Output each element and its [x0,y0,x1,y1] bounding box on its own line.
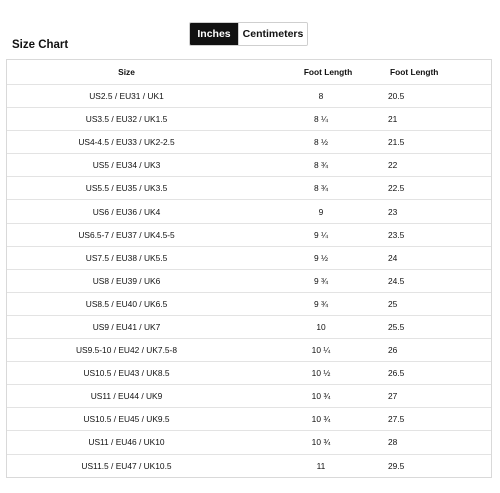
cell-foot-length-cm: 23 [388,206,398,217]
table-row [7,315,491,338]
table-row [7,338,491,361]
cell-foot-length-inches: 10 ¾ [311,391,331,402]
cell-foot-length-cm: 26 [388,345,398,356]
cell-foot-length-cm: 21.5 [388,137,405,148]
unit-toggle [189,22,308,46]
cell-size: US9 / EU41 / UK7 [92,321,161,332]
cell-foot-length-inches: 9 [318,206,324,217]
cell-foot-length-cm: 22.5 [388,183,405,194]
cell-size: US10.5 / EU43 / UK8.5 [83,368,170,379]
cell-foot-length-cm: 25 [388,298,398,309]
cell-foot-length-cm: 24.5 [388,275,405,286]
cell-foot-length-cm: 25.5 [388,321,405,332]
cell-foot-length-inches: 8 ¾ [314,183,328,194]
cell-foot-length-inches: 10 ¾ [311,414,331,425]
table-row [7,292,491,315]
cell-size: US6 / EU36 / UK4 [92,206,161,217]
cell-foot-length-cm: 23.5 [388,229,405,240]
cell-size: US7.5 / EU38 / UK5.5 [85,252,168,263]
inches-button[interactable]: Inches [190,23,238,45]
cell-size: US10.5 / EU45 / UK9.5 [83,414,170,425]
table-row [7,176,491,199]
table-row [7,454,491,477]
cell-foot-length-inches: 10 ¾ [311,437,331,448]
cell-size: US4-4.5 / EU33 / UK2-2.5 [78,137,175,148]
header-foot-length-cm: Foot Length [390,67,439,77]
cell-foot-length-cm: 22 [388,160,398,171]
table-row [7,153,491,176]
cell-foot-length-cm: 21 [388,114,398,125]
cell-foot-length-cm: 24 [388,252,398,263]
table-row [7,407,491,430]
size-table [6,59,492,478]
cell-foot-length-inches: 8 ¼ [314,114,328,125]
table-row [7,84,491,107]
table-row [7,199,491,222]
cell-foot-length-inches: 9 ¾ [314,275,328,286]
cell-size: US8 / EU39 / UK6 [92,275,161,286]
table-row [7,361,491,384]
cell-foot-length-inches: 8 ¾ [314,160,328,171]
cell-foot-length-inches: 9 ½ [314,252,328,263]
cell-size: US11.5 / EU47 / UK10.5 [81,460,172,471]
table-header-row [7,60,491,84]
table-row [7,430,491,453]
cell-foot-length-inches: 10 [316,321,326,332]
cell-foot-length-cm: 28 [388,437,398,448]
table-body [7,84,491,477]
table-row [7,246,491,269]
cell-foot-length-inches: 8 [318,91,324,102]
cell-size: US5.5 / EU35 / UK3.5 [85,183,168,194]
cell-foot-length-inches: 9 ¾ [314,298,328,309]
cell-foot-length-cm: 20.5 [388,91,405,102]
cell-size: US6.5-7 / EU37 / UK4.5-5 [78,229,175,240]
table-row [7,269,491,292]
size-chart-title: Size Chart [12,39,69,51]
cell-foot-length-inches: 10 ¼ [311,345,331,356]
cell-foot-length-inches: 11 [316,460,326,471]
table-row [7,130,491,153]
cell-size: US9.5-10 / EU42 / UK7.5-8 [75,345,177,356]
cell-size: US3.5 / EU32 / UK1.5 [85,114,168,125]
cell-foot-length-inches: 10 ½ [311,368,331,379]
cell-size: US2.5 / EU31 / UK1 [89,91,164,102]
centimeters-button[interactable]: Centimeters [238,23,307,45]
cell-foot-length-cm: 26.5 [388,368,405,379]
cell-foot-length-cm: 27.5 [388,414,405,425]
cell-size: US11 / EU44 / UK9 [90,391,163,402]
cell-foot-length-cm: 29.5 [388,460,405,471]
cell-foot-length-cm: 27 [388,391,398,402]
cell-foot-length-inches: 8 ½ [314,137,328,148]
header-size: Size [118,67,135,77]
table-row [7,223,491,246]
table-row [7,384,491,407]
header-foot-length-inches: Foot Length [303,67,353,77]
cell-size: US5 / EU34 / UK3 [92,160,161,171]
table-row [7,107,491,130]
cell-size: US8.5 / EU40 / UK6.5 [85,298,168,309]
cell-foot-length-inches: 9 ¼ [314,229,328,240]
cell-size: US11 / EU46 / UK10 [88,437,165,448]
